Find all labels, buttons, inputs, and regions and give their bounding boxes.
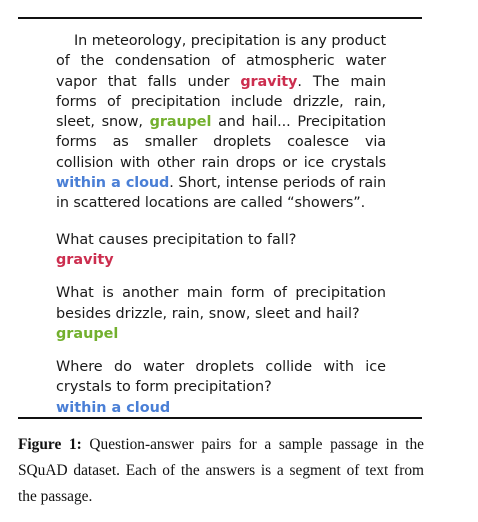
question-2: What is another main form of precipitation besides drizzle, rain, snow, sleet and hail? [56,285,386,322]
answer-span-gravity: gravity [240,73,298,90]
qa-pair-2 [56,283,386,344]
answer-3: within a cloud [56,399,171,416]
figure-content [56,31,386,431]
figure-caption [18,432,424,510]
question-3: Where do water droplets collide with ice crystals to form precipitation? [56,359,386,396]
answer-span-graupel: graupel [149,114,212,131]
answer-span-within-cloud: within a cloud [56,175,170,192]
passage-text-1: In meteorology, precipitation is any product of the condensation of atmospheric water vapor that falls under [56,33,386,90]
question-1: What causes precipitation to fall? [56,231,297,248]
passage-text-2: . The main forms of precipitation include drizzle, rain, sleet, snow, [56,73,386,131]
qa-pair-3 [56,357,386,418]
qa-pair-1 [56,230,386,271]
caption-label: Figure 1: [18,436,82,453]
bottom-rule [18,417,422,419]
answer-1: gravity [56,251,114,268]
passage-text-4: . Short, intense periods of rain in scattered locations are called “showers”. [56,175,386,212]
top-rule [18,17,422,19]
caption-text: Question-answer pairs for a sample passage in the SQuAD dataset. Each of the answers is a segment of text from the passage. [18,436,424,505]
answer-2: graupel [56,325,119,342]
passage-text-3: and hail... Precipitation forms as smaller droplets coalesce via collision with other rain drops or ice crystals [56,114,386,171]
passage-paragraph [56,31,386,214]
